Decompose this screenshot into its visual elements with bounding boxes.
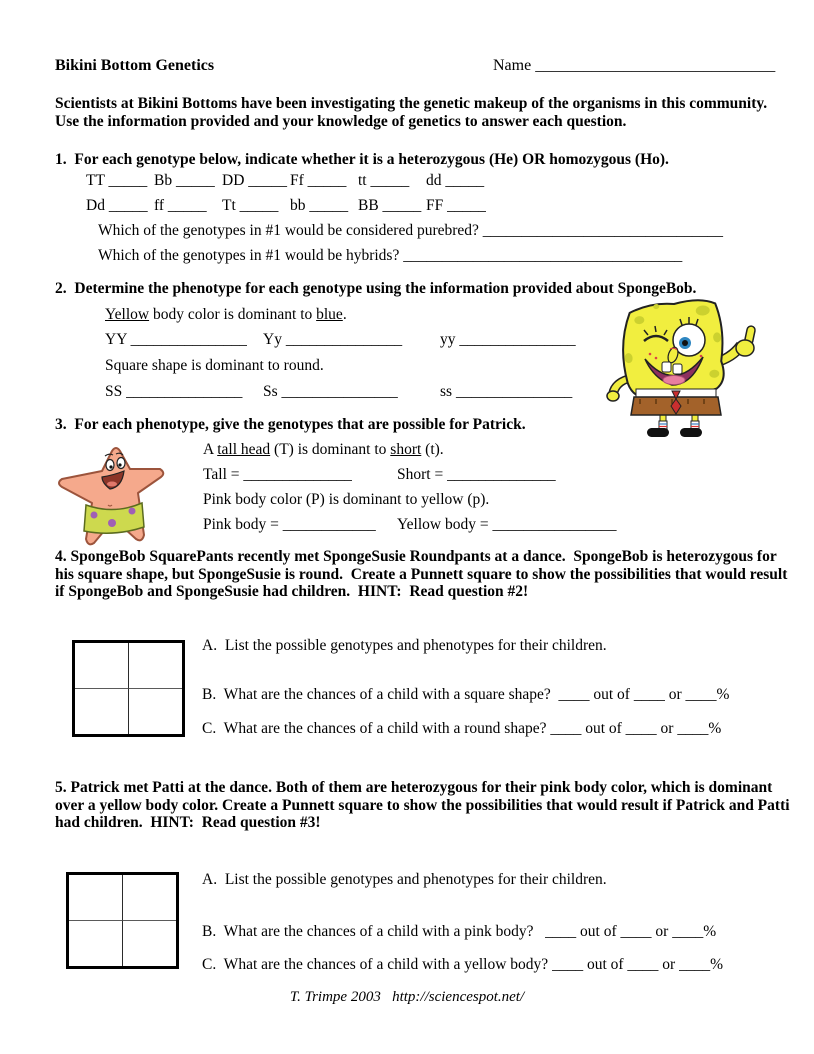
patrick-image: [54, 443, 174, 551]
genotype-cell: Ff _____: [290, 172, 347, 189]
q4-line-3: if SpongeBob and SpongeSusie had children. HINT: Read question #2!: [55, 583, 529, 600]
q5-prompt: [55, 779, 790, 832]
rule-text: (t).: [421, 441, 444, 458]
genotype-cell: Dd _____: [86, 197, 148, 214]
genotype-cell: FF _____: [426, 197, 486, 214]
punnett-cell: [69, 875, 123, 921]
genotype-cell: dd _____: [426, 172, 485, 189]
q3-rule-body: Pink body color (P) is dominant to yellow (p).: [203, 491, 490, 508]
rule-text: A: [203, 441, 218, 458]
phenotype-blank: yy _______________: [440, 331, 576, 348]
q1-purebred-question: Which of the genotypes in #1 would be considered purebred? _______________________________: [98, 222, 724, 239]
rule-text: body color is dominant to: [149, 306, 317, 323]
genotype-cell: Tt _____: [222, 197, 279, 214]
q4-item-a: A. List the possible genotypes and phenotypes for their children.: [202, 637, 607, 654]
genotype-cell: BB _____: [358, 197, 422, 214]
q2-ss-row: [105, 383, 685, 401]
q5-line-1: 5. Patrick met Patti at the dance. Both of them are heterozygous for their pink body color, which is dominant: [55, 779, 773, 796]
q1-genotype-row-1: [86, 172, 494, 190]
q3-tall-short-row: [203, 466, 623, 484]
spongebob-image: [600, 299, 778, 443]
q4-item-c: C. What are the chances of a child with a round shape? ____ out of ____ or ____%: [202, 720, 722, 737]
punnett-cell: [123, 875, 177, 921]
q5-line-3: had children. HINT: Read question #3!: [55, 814, 321, 831]
q1-hybrids-question: Which of the genotypes in #1 would be hybrids? ____________________________________: [98, 247, 683, 264]
q3-prompt: 3. For each phenotype, give the genotypes that are possible for Patrick.: [55, 416, 526, 433]
q5-item-a: A. List the possible genotypes and phenotypes for their children.: [202, 871, 607, 888]
q2-prompt: 2. Determine the phenotype for each genotype using the information provided about SpongeBob.: [55, 280, 697, 297]
genotype-blank-pink: Pink body = ____________: [203, 516, 376, 533]
phenotype-blank: Ss _______________: [263, 383, 398, 400]
underlined-word: blue: [316, 306, 343, 323]
page-title: Bikini Bottom Genetics: [55, 57, 215, 74]
intro-paragraph: [55, 95, 767, 130]
q3-pink-yellow-row: [203, 516, 623, 534]
genotype-cell: Bb _____: [154, 172, 215, 189]
phenotype-blank: ss _______________: [440, 383, 573, 400]
q2-rule-shape: Square shape is dominant to round.: [105, 357, 324, 374]
genotype-blank-short: Short = ______________: [397, 466, 556, 483]
intro-line-2: Use the information provided and your knowledge of genetics to answer each question.: [55, 112, 627, 130]
genotype-blank-tall: Tall = ______________: [203, 466, 352, 483]
punnett-square-q5: [66, 872, 179, 969]
phenotype-blank: YY _______________: [105, 331, 247, 348]
punnett-cell: [123, 921, 177, 967]
name-line: Name ______________________________: [493, 57, 776, 74]
punnett-square-q4: [72, 640, 185, 737]
punnett-cell: [129, 643, 183, 689]
q4-line-2: his square shape, but SpongeSusie is round. Create a Punnett square to show the possibilities that would result: [55, 565, 788, 583]
phenotype-blank: Yy _______________: [263, 331, 403, 348]
underlined-word: Yellow: [105, 306, 150, 323]
q5-item-c: C. What are the chances of a child with a yellow body? ____ out of ____ or ____%: [202, 956, 723, 973]
underlined-word: short: [390, 441, 422, 458]
q1-genotype-row-2: [86, 197, 494, 215]
punnett-cell: [75, 689, 129, 735]
genotype-blank-yellow: Yellow body = ________________: [397, 516, 617, 533]
punnett-cell: [129, 689, 183, 735]
q5-item-b: B. What are the chances of a child with a pink body? ____ out of ____ or ____%: [202, 923, 717, 940]
underlined-word: tall head: [217, 441, 271, 458]
phenotype-blank: SS _______________: [105, 383, 243, 400]
q3-rule-head: [203, 441, 444, 459]
q2-rule-body-color: [105, 306, 347, 324]
genotype-cell: ff _____: [154, 197, 207, 214]
punnett-cell: [75, 643, 129, 689]
punnett-cell: [69, 921, 123, 967]
q4-line-1: 4. SpongeBob SquarePants recently met SpongeSusie Roundpants at a dance. SpongeBob is heterozygous for: [55, 548, 777, 565]
intro-line-1: Scientists at Bikini Bottoms have been investigating the genetic makeup of the organisms in this community.: [55, 95, 768, 112]
q4-prompt: [55, 548, 787, 601]
q4-item-b: B. What are the chances of a child with a square shape? ____ out of ____ or ____%: [202, 686, 730, 703]
footer-credit: T. Trimpe 2003 http://sciencespot.net/: [289, 989, 525, 1005]
rule-text: .: [342, 306, 347, 323]
rule-text: (T) is dominant to: [270, 441, 391, 458]
genotype-cell: tt _____: [358, 172, 410, 189]
q2-yy-row: [105, 331, 685, 349]
genotype-cell: DD _____: [222, 172, 288, 189]
q1-prompt: 1. For each genotype below, indicate whether it is a heterozygous (He) OR homozygous (Ho).: [55, 151, 669, 168]
genotype-cell: bb _____: [290, 197, 349, 214]
q5-line-2: over a yellow body color. Create a Punnett square to show the possibilities that would result if Patrick and Patti: [55, 796, 790, 814]
genotype-cell: TT _____: [86, 172, 148, 189]
